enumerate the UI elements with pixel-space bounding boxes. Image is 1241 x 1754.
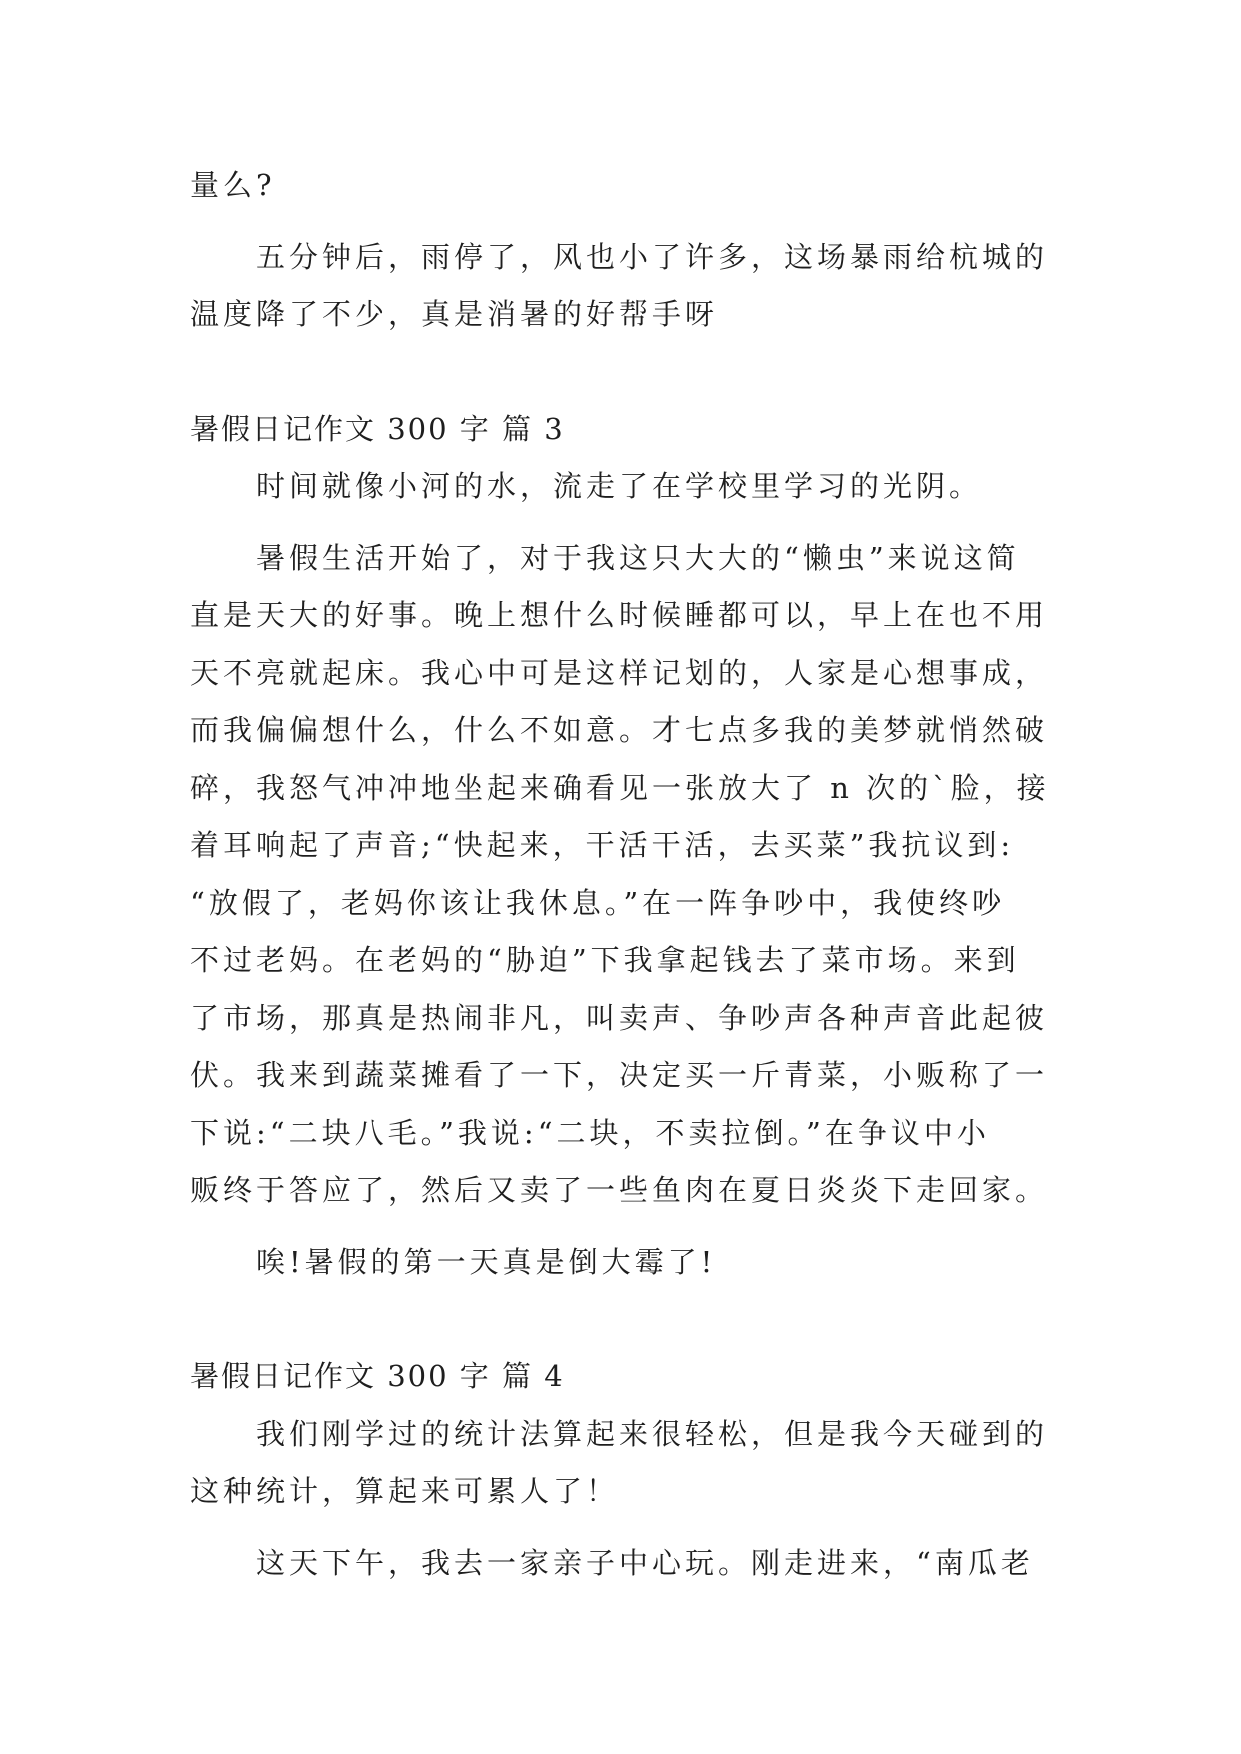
paragraph — [190, 229, 1070, 344]
paragraph — [190, 1406, 1070, 1521]
text-line: 不过老妈。在老妈的“胁迫”下我拿起钱去了菜市场。来到 — [190, 943, 1020, 977]
text-line: 这种统计，算起来可累人了！ — [190, 1474, 620, 1508]
text-line: 直是天大的好事。晚上想什么时候睡都可以，早上在也不用 — [190, 598, 1049, 632]
text-line: “放假了，老妈你该让我休息。”在一阵争吵中，我使终吵 — [190, 885, 1006, 920]
text-line: 温度降了不少，真是消暑的好帮手呀 — [190, 297, 719, 331]
text-line: 天不亮就起床。我心中可是这样记划的，人家是心想事成， — [190, 655, 1049, 690]
paragraph — [190, 530, 1070, 1220]
paragraph — [190, 458, 1070, 516]
text-line: 暑假生活开始了，对于我这只大大的“懒虫”来说这简 — [256, 540, 1020, 575]
text-line: 五分钟后，雨停了，风也小了许多，这场暴雨给杭城的 — [256, 239, 1049, 274]
text-line: 而我偏偏想什么，什么不如意。才七点多我的美梦就悄然破 — [190, 713, 1049, 747]
section-3 — [190, 401, 1070, 1292]
paragraph — [190, 1535, 1070, 1593]
text-line: 时间就像小河的水，流走了在学校里学习的光阴。 — [256, 469, 983, 503]
text-line: 这天下午，我去一家亲子中心玩。刚走进来，“南瓜老 — [256, 1545, 1034, 1580]
text-line: 碎，我怒气冲冲地坐起来确看见一张放大了 n 次的`脸，接 — [190, 770, 1050, 805]
section-4 — [190, 1348, 1070, 1592]
paragraph — [190, 1234, 1070, 1292]
text-line: 了市场，那真是热闹非凡，叫卖声、争吵声各种声音此起彼 — [190, 1000, 1049, 1035]
section-heading: 暑假日记作文 300 字 篇 4 — [190, 1359, 565, 1393]
text-line: 伏。我来到蔬菜摊看了一下，决定买一斤青菜，小贩称了一 — [190, 1058, 1049, 1092]
text-line: 下说:“二块八毛。”我说:“二块，不卖拉倒。”在争议中小 — [190, 1115, 990, 1150]
text-line: 着耳响起了声音;“快起来，干活干活，去买菜”我抗议到: — [190, 828, 1015, 862]
text-line: 量么? — [190, 168, 276, 202]
document-body — [190, 157, 1070, 1592]
section-heading: 暑假日记作文 300 字 篇 3 — [190, 411, 565, 446]
paragraph — [190, 157, 1070, 215]
text-line: 唉!暑假的第一天真是倒大霉了! — [256, 1244, 717, 1279]
text-line: 我们刚学过的统计法算起来很轻松，但是我今天碰到的 — [256, 1416, 1049, 1451]
text-line: 贩终于答应了，然后又卖了一些鱼肉在夏日炎炎下走回家。 — [190, 1173, 1049, 1207]
